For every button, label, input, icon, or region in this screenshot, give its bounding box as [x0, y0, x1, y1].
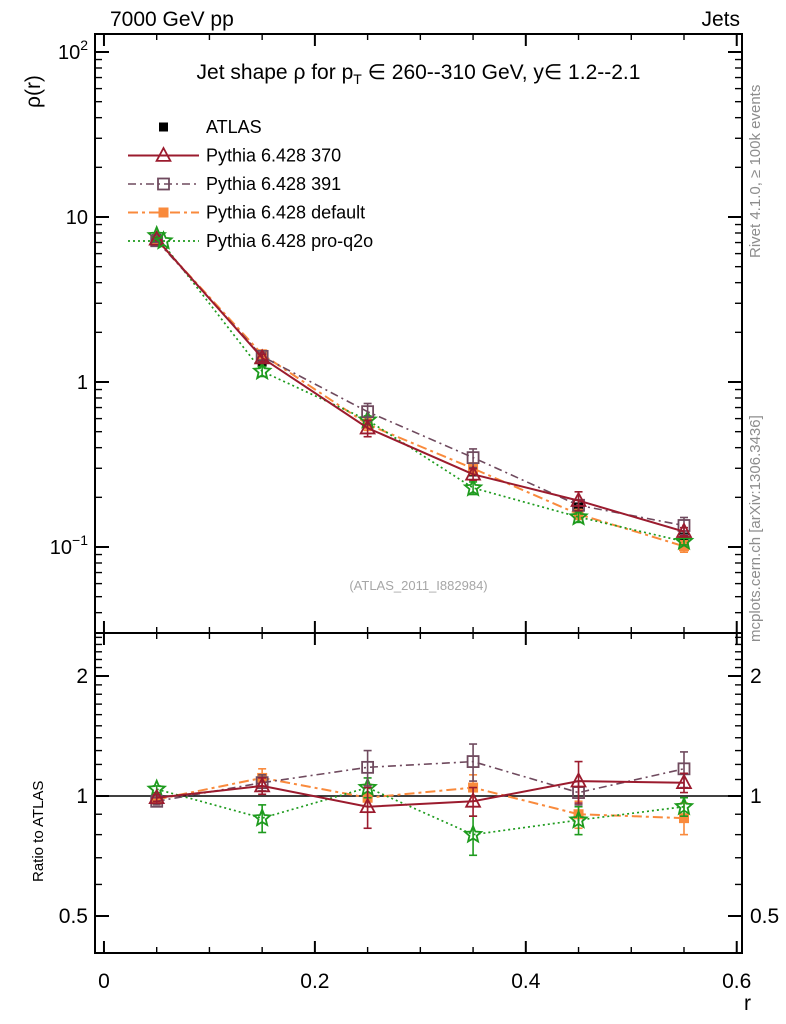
rivet-version-note: Rivet 4.1.0, ≥ 100k events	[747, 84, 764, 258]
legend-marker-atlas	[159, 123, 168, 132]
series-pythia-6-428-default	[152, 769, 689, 835]
analysis-group-label: Jets	[701, 8, 740, 31]
legend-marker-pythia-6-428-370	[157, 148, 171, 161]
ratio-tick-label-right: 1	[750, 785, 762, 808]
series-line-pythia-6-428-default	[157, 778, 684, 818]
series-line-pythia-6-428-370	[157, 781, 684, 807]
legend-label: Pythia 6.428 370	[206, 145, 342, 166]
y-axis-label-ratio: Ratio to ATLAS	[30, 780, 47, 882]
series-pythia-6-428-391	[151, 235, 689, 534]
series-line-pythia-6-428-pro-q2o	[157, 236, 684, 542]
series-line-pythia-6-428-391	[157, 241, 684, 526]
y-axis-label-top: ρ(r)	[22, 75, 45, 108]
plot-title-text: Jet shape ρ for p	[196, 61, 354, 84]
legend-item-pythia-6-428-391	[128, 174, 341, 194]
legend-item-pythia-6-428-370	[128, 146, 341, 166]
analysis-id-watermark: (ATLAS_2011_I882984)	[349, 578, 488, 593]
legend-marker-pythia-6-428-default	[159, 208, 169, 218]
series-pythia-6-428-370	[150, 762, 691, 829]
legend-label: Pythia 6.428 default	[206, 202, 366, 223]
y-tick-label: 1	[76, 372, 88, 394]
x-axis-label: r	[744, 992, 751, 1015]
series-pythia-6-428-pro-q2o	[149, 227, 692, 548]
x-tick-label: 0.2	[300, 970, 330, 993]
beam-energy-label: 7000 GeV pp	[110, 8, 234, 31]
legend-label: ATLAS	[206, 117, 262, 137]
ratio-tick-label-right: 2	[750, 665, 762, 688]
legend-item-atlas	[159, 117, 262, 137]
top-panel-frame	[95, 34, 742, 633]
series-line-pythia-6-428-370	[157, 239, 684, 531]
series-line-pythia-6-428-default	[157, 240, 684, 546]
top-panel-series	[149, 227, 692, 552]
ratio-tick-label-left: 2	[76, 665, 88, 688]
ratio-tick-label-left: 0.5	[58, 905, 88, 928]
ratio-tick-label-right: 0.5	[750, 905, 780, 928]
legend-item-pythia-6-428-default	[128, 203, 365, 223]
x-tick-label: 0.6	[722, 970, 752, 993]
y-tick-label: $10^{-1}$	[49, 532, 88, 559]
series-line-pythia-6-428-pro-q2o	[157, 788, 684, 835]
series-pythia-6-428-default	[152, 235, 689, 552]
series-pythia-6-428-391	[151, 744, 689, 807]
x-tick-label: 0.4	[511, 970, 541, 993]
mcplots-citation-note: mcplots.cern.ch [arXiv:1306.3436]	[747, 415, 764, 642]
ratio-tick-label-left: 1	[76, 785, 88, 808]
plot-title-range: ∈ 260--310 GeV, y∈ 1.2--2.1	[361, 61, 641, 84]
legend-label: Pythia 6.428 pro-q2o	[206, 231, 374, 251]
x-tick-label: 0	[98, 970, 110, 993]
series-pythia-6-428-370	[150, 232, 691, 537]
legend	[128, 117, 373, 251]
ratio-panel-series	[95, 744, 742, 855]
y-tick-label: 10	[65, 207, 88, 229]
series-atlas	[152, 234, 688, 541]
plot-title-subscript: T	[353, 71, 362, 88]
y-tick-label: $10^2$	[57, 37, 88, 64]
legend-label: Pythia 6.428 391	[206, 174, 342, 194]
